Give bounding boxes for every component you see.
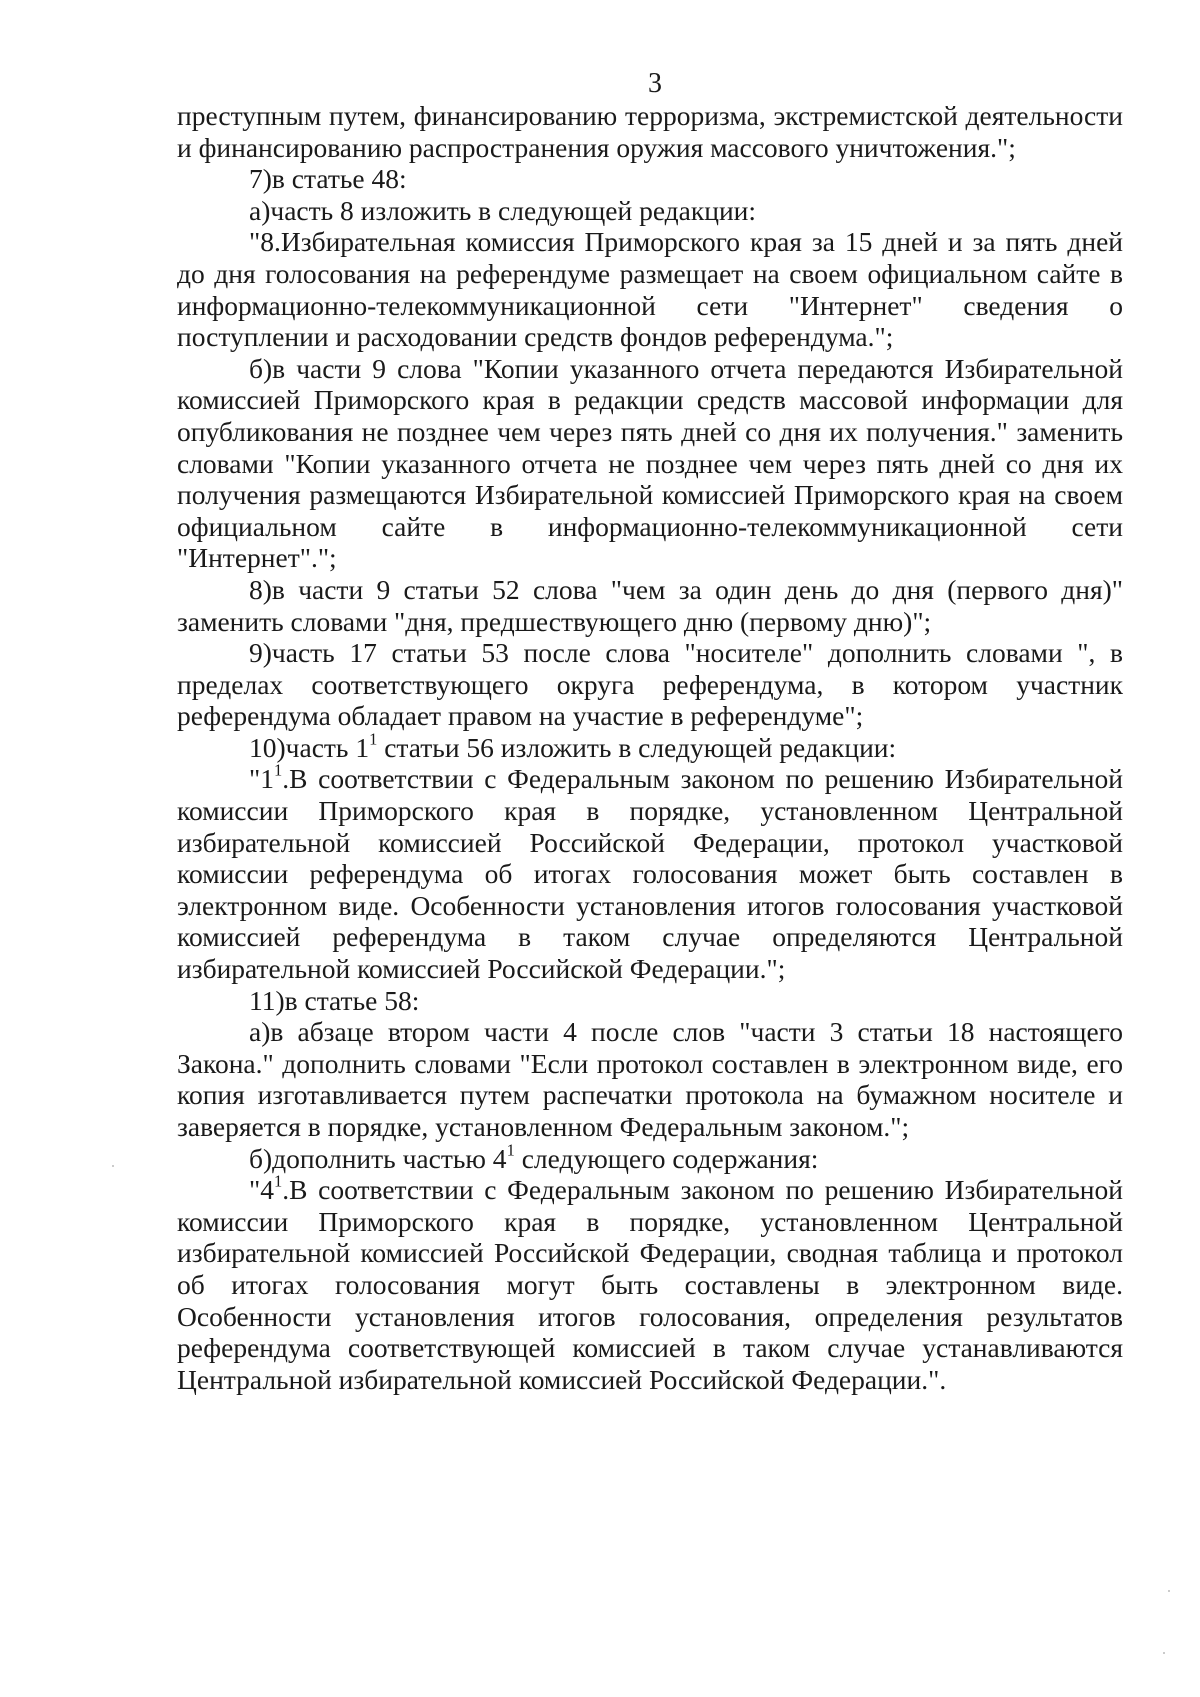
paragraph-text: следующего содержания: xyxy=(514,1142,819,1174)
paragraph: 11)в статье 58: xyxy=(249,984,420,1016)
paragraph-text: .В соответствии с Федеральным законом по решению Избирательной комиссии Приморского края в порядке, установленном Центральной избирательной комиссией Российской Федерации, сводная таблица и протокол об итогах голосования могут быть составлены в электронном виде. Особенности установления итогов голосования, определения результатов референдума соответствующей комиссией в таком случае устанавливаются Центральной избирательной комиссией Российской Федерации.". xyxy=(177,1174,1123,1395)
scan-speck xyxy=(112,1165,114,1167)
paragraph: 8)в части 9 статьи 52 слова "чем за один день до дня (первого дня)" заменить словами "дня, предшествующего дню (первому дню)"; xyxy=(177,573,1123,637)
paragraph: а)часть 8 изложить в следующей редакции: xyxy=(249,194,757,226)
paragraph-text: "1 xyxy=(249,763,274,795)
superscript: 1 xyxy=(273,1171,283,1191)
paragraph-text: статьи 56 изложить в следующей редакции: xyxy=(377,731,897,763)
paragraph-text: 10)часть 1 xyxy=(249,731,370,763)
paragraph: 9)часть 17 статьи 53 после слова "носителе" дополнить словами ", в пределах соответствующего округа референдума, в котором участник референдума обладает правом на участие в референдуме"; xyxy=(177,637,1123,732)
scan-speck xyxy=(1163,1652,1165,1654)
paragraph: преступным путем, финансированию терроризма, экстремистской деятельности и финансированию распространения оружия массового уничтожения."; xyxy=(177,100,1123,163)
page-number: 3 xyxy=(648,68,662,99)
paragraph: б)в части 9 слова "Копии указанного отчета передаются Избирательной комиссией Приморского края в редакции средств массовой информации для опубликования не позднее чем через пять дней со дня их получения." заменить словами "Копии указанного отчета не позднее чем через пять дней со дня их получения размещаются Избирательной комиссией Приморского края на своем официальном сайте в информационно-телекоммуникационной сети "Интернет"."; xyxy=(177,352,1123,574)
document-body xyxy=(177,100,1123,1395)
paragraph: а)в абзаце втором части 4 после слов "части 3 статьи 18 настоящего Закона." дополнить словами "Если протокол составлен в электронном виде, его копия изготавливается путем распечатки протокола на бумажном носителе и заверяется в порядке, установленном Федеральным законом."; xyxy=(177,1016,1123,1142)
paragraph-text: б)дополнить частью 4 xyxy=(249,1142,507,1174)
paragraph-text: "4 xyxy=(249,1174,274,1206)
superscript: 1 xyxy=(273,761,283,781)
paragraph: 7)в статье 48: xyxy=(249,163,407,195)
superscript: 1 xyxy=(369,729,378,749)
paragraph: "8.Избирательная комиссия Приморского края за 15 дней и за пять дней до дня голосования на референдуме размещает на своем официальном сайте в информационно-телекоммуникационной сети "Интернет" сведения о поступлении и расходовании средств фондов референдума."; xyxy=(177,226,1123,353)
paragraph xyxy=(177,1140,1123,1175)
paragraph xyxy=(177,763,1123,984)
paragraph-text: .В соответствии с Федеральным законом по решению Избирательной комиссии Приморского края в порядке, установленном Центральной избирательной комиссией Российской Федерации, протокол участковой комиссии референдума об итогах голосования может быть составлен в электронном виде. Особенности установления итогов голосования участковой комиссией референдума в таком случае определяются Центральной избирательной комиссией Российской Федерации."; xyxy=(177,763,1123,985)
paragraph xyxy=(177,729,1123,764)
superscript: 1 xyxy=(506,1140,515,1160)
paragraph xyxy=(177,1171,1123,1395)
scan-speck xyxy=(1168,1590,1170,1592)
